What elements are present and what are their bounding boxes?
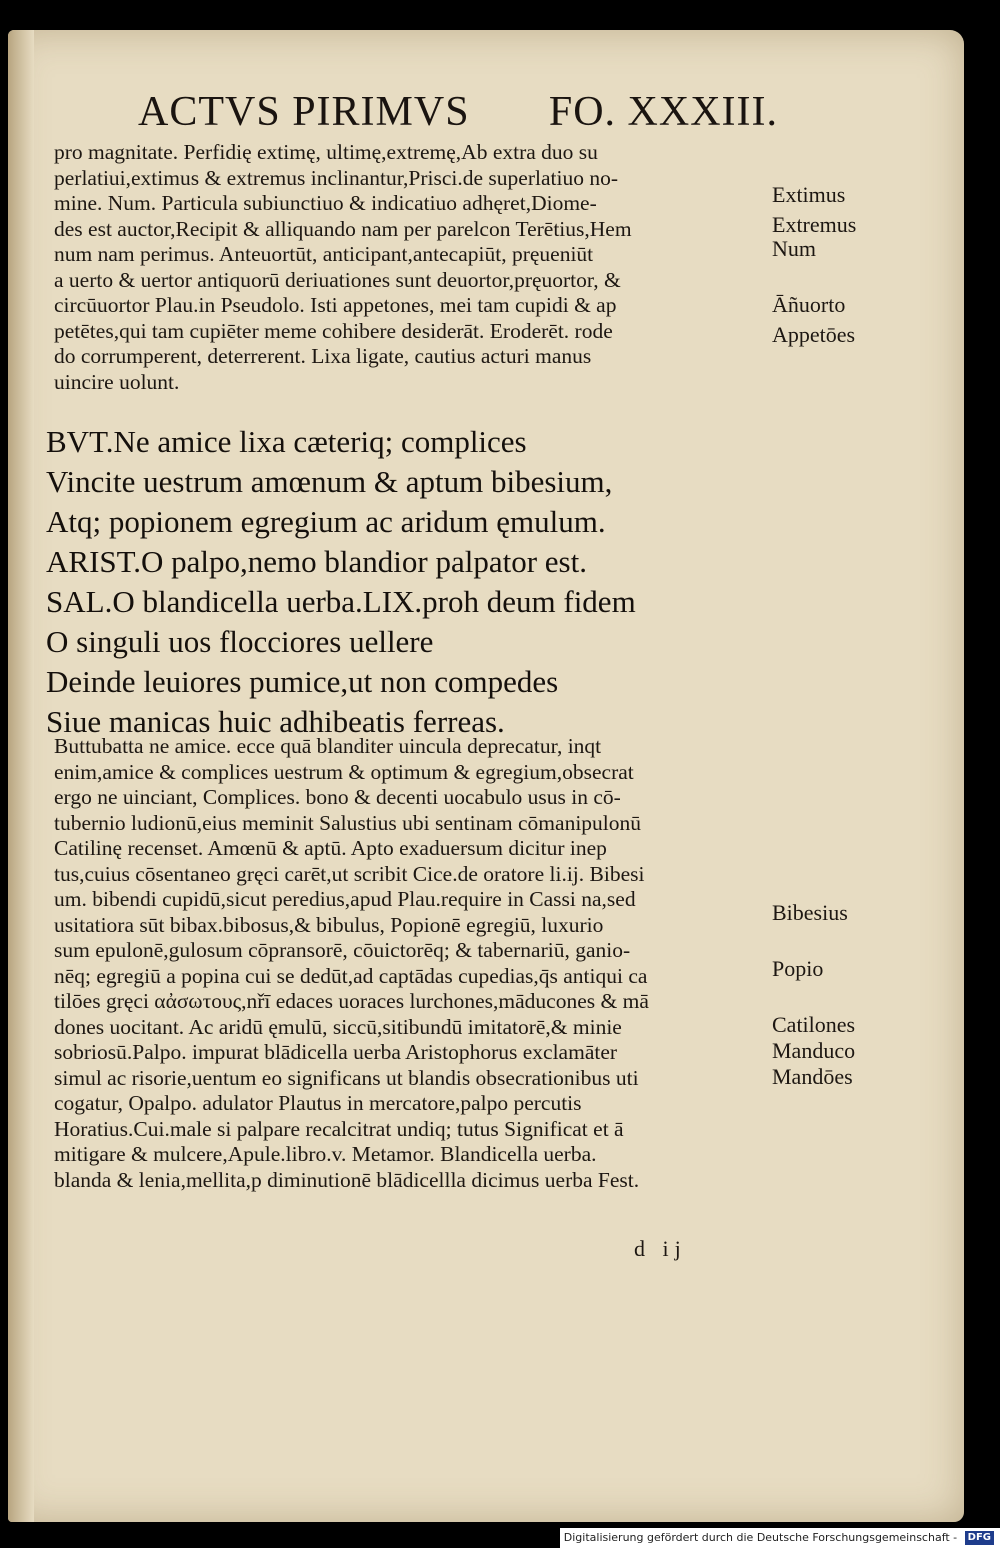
commentary-line: pro magnitate. Perfidię extimę, ultimę,extremę,Ab extra duo su (54, 140, 598, 164)
commentary-line: uincire uolunt. (54, 369, 180, 394)
margin-note: Āñuorto (772, 292, 846, 317)
commentary-line: um. bibendi cupidū,sicut peredius,apud Plau.require in Cassi na,sed (54, 887, 636, 911)
commentary-line: ergo ne uinciant, Complices. bono & decenti uocabulo usus in cō- (54, 785, 621, 809)
commentary-line: tilōes gręci αἀσωτους,nřī edaces uoraces lurchones,māducones & mā (54, 989, 649, 1013)
commentary-line: tubernio ludionū,eius meminit Salustius ubi sentinam cōmanipulonū (54, 810, 642, 835)
commentary-line: usitatiora sūt bibax.bibosus,& bibulus, Popionē egregiū, luxurio (54, 912, 604, 937)
commentary-block-top (54, 140, 774, 395)
margin-note: Bibesius (772, 900, 848, 925)
commentary-line: dones uocitant. Ac aridū ęmulū, siccū,sitibundū imitatorē,& minie (54, 1014, 622, 1039)
commentary-line: Catilinę recenset. Amœnū & aptū. Apto exaduersum dicitur inep (54, 836, 607, 860)
margin-note: Num (772, 236, 816, 261)
margin-note: Extremus (772, 212, 857, 237)
commentary-line: cogatur, Opalpo. adulator Plautus in mercatore,palpo percutis (54, 1091, 582, 1115)
commentary-line: Horatius.Cui.male si palpare recalcitrat undiq; tutus Significat et ā (54, 1116, 624, 1141)
commentary-line: tus,cuius cōsentaneo gręci carēt,ut scribit Cice.de oratore li.ij. Bibesi (54, 861, 645, 886)
verse-line: BVT.Ne amice lixa cæteriq; complices (46, 424, 527, 459)
verse-line: O singuli uos flocciores uellere (46, 624, 434, 659)
margin-note: Popio (772, 956, 824, 981)
commentary-line: circūuortor Plau.in Pseudolo. Isti appetones, mei tam cupidi & ap (54, 293, 617, 317)
commentary-line: nēq; egregiū a popina cui se dedūt,ad captādas cupedias,q̄s antiqui ca (54, 963, 648, 988)
margin-note: Extimus (772, 182, 846, 207)
commentary-line: simul ac risorie,uentum eo significans ut blandis obsecrationibus uti (54, 1065, 639, 1090)
commentary-line: des est auctor,Recipit & alliquando nam per parelcon Terētius,Hem (54, 216, 632, 241)
verse-line: ARIST.O palpo,nemo blandior palpator est. (46, 544, 587, 579)
commentary-line: perlatiui,extimus & extremus inclinantur,Prisci.de superlatiuo no- (54, 165, 618, 190)
signature-mark: d ij (634, 1236, 687, 1261)
commentary-line: do corrumperent, deterrerent. Lixa ligate, cautius acturi manus (54, 344, 592, 368)
margin-note: Catilones (772, 1012, 856, 1037)
commentary-line: enim,amice & complices uestrum & optimum & egregium,obsecrat (54, 759, 634, 784)
commentary-line: petētes,qui tam cupiēter meme cohibere desiderāt. Eroderēt. rode (54, 318, 613, 343)
commentary-line: sobriosū.Palpo. impurat blādicella uerba Aristophorus exclamāter (54, 1040, 618, 1064)
marginalia-column (772, 30, 952, 1430)
commentary-block-bottom (54, 734, 774, 1193)
commentary-line: a uerto & uertor antiquorū deriuationes sunt deuortor,pręuortor, & (54, 267, 621, 292)
verse-line: Siue manicas huic adhibeatis ferreas. (46, 704, 505, 739)
verse-block (46, 422, 776, 742)
verse-line: SAL.O blandicella uerba.LIX.proh deum fidem (46, 584, 636, 619)
commentary-line: mitigare & mulcere,Apule.libro.v. Metamor. Blandicella uerba. (54, 1142, 597, 1166)
dfg-footer-banner (560, 1528, 1000, 1548)
verse-line: Atq; popionem egregium ac aridum ęmulum. (46, 504, 606, 539)
commentary-line: blanda & lenia,mellita,p diminutionē blādicellla dicimus uerba Fest. (54, 1167, 640, 1192)
verse-line: Vincite uestrum amœnum & aptum bibesium, (46, 464, 613, 499)
act-title: ACTVS PIRIMVS (138, 89, 470, 135)
margin-note: Manduco (772, 1038, 856, 1063)
book-page (8, 30, 964, 1522)
margin-note: Mandōes (772, 1064, 853, 1089)
folio-number: FO. XXXIII. (548, 89, 778, 135)
commentary-line: mine. Num. Particula subiunctiuo & indicatiuo adhęret,Diome- (54, 191, 597, 215)
running-head (138, 88, 778, 138)
dfg-logo: DFG (965, 1531, 994, 1545)
commentary-line: num nam perimus. Anteuortūt, anticipant,antecapiūt, pręueniūt (54, 242, 594, 266)
commentary-line: sum epulonē,gulosum cōpransorē, cōuictorēq; & tabernariū, ganio- (54, 938, 631, 962)
margin-note: Appetōes (772, 322, 856, 347)
commentary-line: Buttubatta ne amice. ecce quā blanditer uincula deprecatur, inqt (54, 734, 602, 758)
footer-text: Digitalisierung gefördert durch die Deutsche Forschungsgemeinschaft - (563, 1531, 958, 1544)
verse-line: Deinde leuiores pumice,ut non compedes (46, 664, 559, 699)
